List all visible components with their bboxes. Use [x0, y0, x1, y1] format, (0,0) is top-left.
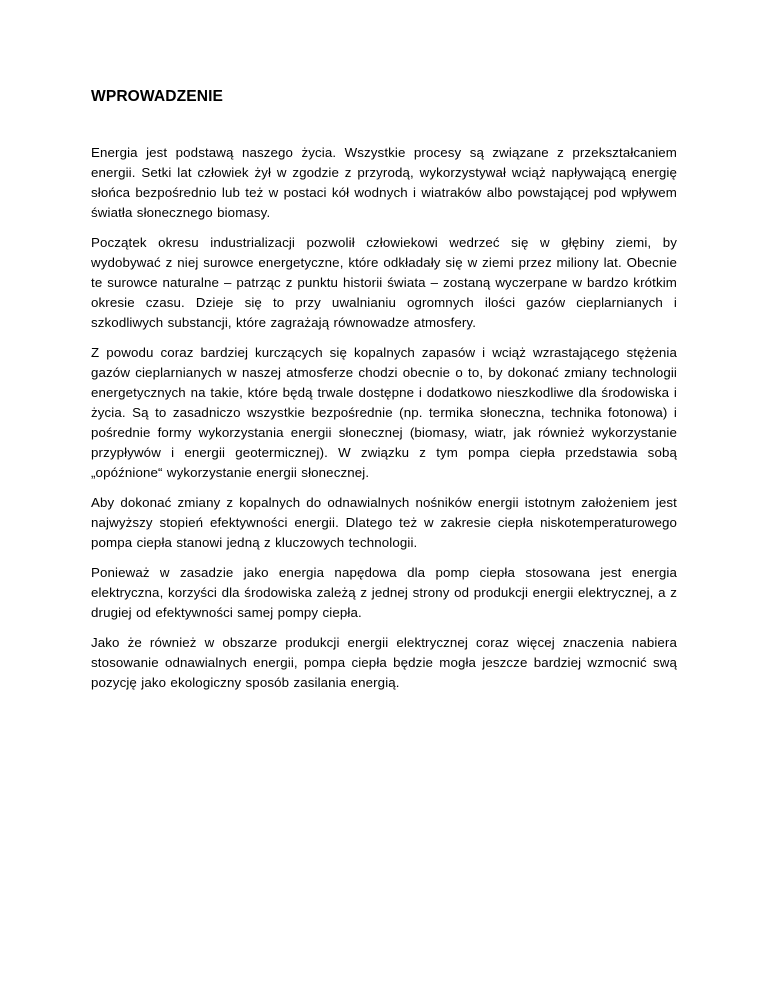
- paragraph-electric-drive: Ponieważ w zasadzie jako energia napędowa dla pomp ciepła stosowana jest energia elektryczna, korzyści dla środowiska zależą z jednej strony od produkcji energii elektrycznej, a z drugiej od efektywności samej pompy ciepła.: [91, 565, 677, 620]
- document-body: [91, 143, 677, 703]
- paragraph-renewable-transition: Z powodu coraz bardziej kurczących się kopalnych zapasów i wciąż wzrastającego stężenia gazów cieplarnianych w naszej atmosferze chodzi obecnie o to, by dokonać zmiany technologii energetycznych na takie, które będą trwale dostępne i dodatkowo nieszkodliwe dla środowiska i życia. Są to zasadniczo wszystkie bezpośrednie (np. termika słoneczna, technika fotonowa) i pośrednie formy wykorzystania energii słonecznej (biomasy, wiatr, jak również wykorzystanie przypływów i energii geotermicznej). W związku z tym pompa ciepła przedstawia sobą „opóźnione“ wykorzystanie energii słonecznej.: [91, 345, 677, 480]
- paragraph-ecological-heating: Jako że również w obszarze produkcji energii elektrycznej coraz więcej znaczenia nabiera stosowanie odnawialnych energii, pompa ciepła będzie mogła jeszcze bardziej wzmocnić swą pozycję jako ekologiczny sposób zasilania energią.: [91, 635, 677, 690]
- paragraph-energy-basics: Energia jest podstawą naszego życia. Wszystkie procesy są związane z przekształcaniem energii. Setki lat człowiek żył w zgodzie z przyrodą, wykorzystywał wciąż napływającą energię słońca bezpośrednio lub też w postaci kół wodnych i wiatraków albo powstającej pod wpływem światła słonecznego biomasy.: [91, 145, 677, 220]
- paragraph-industrialization: Początek okresu industrializacji pozwolił człowiekowi wedrzeć się w głębiny ziemi, by wydobywać z niej surowce energetyczne, które odkładały się w ziemi przez miliony lat. Obecnie te surowce naturalne – patrząc z punktu historii świata – zostaną wyczerpane w bardzo krótkim okresie czasu. Dzieje się to przy uwalnianiu ogromnych ilości gazów cieplarnianych i szkodliwych substancji, które zagrażają równowadze atmosfery.: [91, 235, 677, 330]
- page-title: WPROWADZENIE: [91, 88, 224, 105]
- paragraph-efficiency: Aby dokonać zmiany z kopalnych do odnawialnych nośników energii istotnym założeniem jest najwyższy stopień efektywności energii. Dlatego też w zakresie ciepła niskotemperaturowego pompa ciepła stanowi jedną z kluczowych technologii.: [91, 495, 677, 550]
